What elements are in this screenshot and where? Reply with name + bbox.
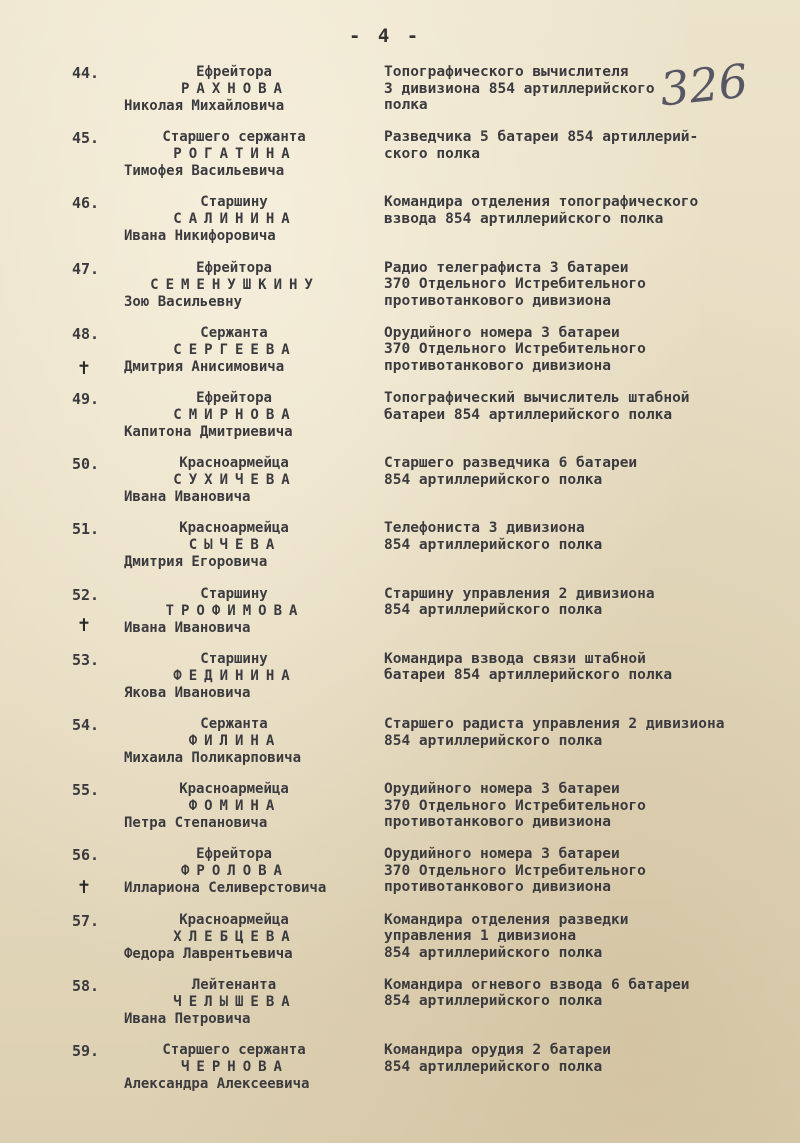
entry-position [384, 260, 646, 310]
entry-rank: Ефрейтора [196, 259, 272, 276]
archive-stamp-number: 326 [657, 53, 751, 117]
entry-given-names: Иллариона Селиверстовича [124, 880, 327, 897]
entry-position [384, 846, 646, 896]
entry-position [384, 781, 646, 831]
entry-given-names: Ивана Петровича [124, 1010, 251, 1027]
entry-surname: ФЕДИНИНА [173, 667, 297, 684]
entry-given-names: Ивана Ивановича [124, 489, 251, 506]
entry-number: 52. [72, 585, 100, 604]
entry-surname: ФРОЛОВА [180, 863, 289, 880]
entry-position-line: Старшину управления 2 дивизиона [384, 585, 655, 602]
entry-given-names: Зою Васильевну [124, 293, 243, 310]
entry-position-line: 370 Отдельного Истребительного [384, 341, 646, 358]
entry-given-names: Капитона Дмитриевича [124, 424, 293, 440]
award-entry [0, 844, 800, 910]
entry-rank: Сержанта [200, 716, 268, 732]
entry-rank: Старшину [200, 194, 268, 211]
entry-number: 45. [72, 129, 100, 148]
entry-position [384, 520, 602, 553]
award-entry [0, 649, 800, 715]
entry-surname: ФИЛИНА [188, 733, 282, 749]
entry-rank: Красноармейца [179, 911, 289, 928]
entry-rank: Красноармейца [179, 455, 289, 472]
entry-rank: Старшину [200, 650, 268, 667]
entry-number: 50. [72, 455, 100, 474]
entry-number: 59. [72, 1042, 100, 1060]
entry-position-line: противотанкового дивизиона [384, 879, 611, 896]
award-entry [0, 192, 800, 258]
entry-position-line: 854 артиллерийского полка [384, 944, 603, 961]
entry-number: 48. [72, 324, 100, 343]
entry-number: 49. [72, 390, 100, 408]
entry-number: 57. [72, 911, 100, 930]
entry-number: 55. [72, 781, 100, 800]
entry-position-line: Телефониста 3 дивизиона [384, 520, 585, 537]
entry-position-line: 854 артиллерийского полка [384, 536, 603, 553]
entry-position-line: противотанкового дивизиона [384, 814, 611, 831]
entry-position-line: противотанкового дивизиона [384, 292, 611, 309]
entry-position-line: 854 артиллерийского полка [384, 1058, 603, 1075]
entry-position-line: Командира взвода связи штабной [384, 650, 646, 667]
entry-position-line: Командира отделения топографического [384, 194, 699, 211]
entry-number: 44. [72, 64, 100, 82]
entry-position-line: батареи 854 артиллерийского полка [384, 667, 673, 684]
entry-position-line: полка [384, 97, 428, 113]
entry-position-line: 854 артиллерийского полка [384, 732, 603, 749]
entry-rank: Ефрейтора [196, 846, 272, 863]
entry-number: 51. [72, 520, 100, 539]
entry-given-names: Дмитрия Анисимовича [124, 358, 285, 375]
entry-position-line: Орудийного номера 3 батареи [384, 781, 620, 798]
entry-position [384, 977, 690, 1010]
entry-position-line: 854 артиллерийского полка [384, 602, 603, 619]
award-entry [0, 127, 800, 193]
entry-number: 56. [72, 846, 100, 865]
entry-surname: СЕРГЕЕВА [173, 341, 297, 358]
entry-number: 58. [72, 976, 100, 995]
entry-given-names: Тимофея Васильевича [124, 163, 285, 180]
entry-surname: РАХНОВА [180, 81, 289, 97]
entry-surname: СЕМЕНУШКИНУ [150, 276, 320, 293]
entry-given-names: Николая Михайловича [124, 98, 285, 114]
entry-rank: Красноармейца [179, 520, 289, 537]
entry-given-names: Федора Лаврентьевича [124, 945, 293, 962]
entry-surname: СУХИЧЕВА [173, 472, 297, 489]
entry-position-line: 370 Отдельного Истребительного [384, 862, 646, 879]
entry-rank: Красноармейца [179, 781, 289, 798]
entry-position-line: ского полка [384, 145, 481, 162]
entry-position-line: Старшего радиста управления 2 дивизиона [384, 716, 725, 732]
entry-position-line: Командира орудия 2 батареи [384, 1042, 611, 1058]
entry-rank: Сержанта [200, 324, 268, 341]
entry-position-line: Старшего разведчика 6 батареи [384, 455, 638, 472]
award-entry [0, 714, 800, 780]
entry-given-names: Дмитрия Егоровича [124, 554, 268, 571]
entry-rank: Старшего сержанта [162, 1042, 306, 1058]
entry-surname: САЛИНИНА [173, 211, 297, 228]
award-entry [0, 910, 800, 976]
entry-position [384, 912, 628, 962]
entry-position-line: 854 артиллерийского полка [384, 993, 603, 1010]
cross-mark-icon: ✝ [78, 612, 91, 636]
page-number: - 4 - [349, 25, 422, 47]
entry-position [384, 129, 698, 162]
entry-position-line: Топографического вычислителя [384, 64, 629, 80]
entry-surname: ХЛЕБЦЕВА [173, 928, 297, 945]
entry-position [384, 455, 637, 488]
entry-given-names: Ивана Никифоровича [124, 228, 276, 245]
entry-position-line: управления 1 дивизиона [384, 928, 577, 945]
entry-position-line: Радио телеграфиста 3 батареи [384, 259, 629, 276]
entry-rank: Лейтенанта [191, 976, 277, 993]
entry-number: 46. [72, 194, 100, 213]
award-entry [0, 453, 800, 519]
entry-position-line: 3 дивизиона 854 артиллерийского [384, 80, 655, 97]
entry-number: 47. [72, 259, 100, 278]
entry-rank: Ефрейтора [196, 64, 272, 80]
entry-surname: ФОМИНА [188, 798, 282, 815]
entry-surname: СМИРНОВА [173, 407, 297, 423]
entry-position [384, 194, 698, 227]
entry-surname: ТРОФИМОВА [165, 602, 305, 619]
award-entry [0, 258, 800, 324]
entry-position-line: Топографический вычислитель штабной [384, 390, 690, 406]
entry-surname: ЧЕЛЫШЕВА [173, 993, 297, 1010]
entry-position-line: Командира отделения разведки [384, 911, 629, 928]
entry-rank: Старшего сержанта [162, 129, 306, 146]
entry-surname: ЧЕРНОВА [180, 1059, 289, 1075]
award-entry [0, 62, 800, 128]
award-entry [0, 1040, 800, 1106]
entry-surname: РОГАТИНА [173, 146, 297, 163]
entry-position-line: 370 Отдельного Истребительного [384, 276, 646, 293]
entry-position-line: противотанкового дивизиона [384, 357, 611, 374]
award-entry [0, 323, 800, 389]
entry-position-line: Разведчика 5 батареи 854 артиллерий- [384, 129, 699, 146]
entry-rank: Старшину [200, 585, 268, 602]
entry-position-line: батареи 854 артиллерийского полка [384, 406, 673, 423]
award-entry [0, 975, 800, 1041]
entry-surname: СЫЧЕВА [188, 537, 282, 554]
entry-given-names: Михаила Поликарповича [124, 750, 302, 766]
entry-position [384, 586, 655, 619]
entry-position [384, 64, 655, 114]
entry-given-names: Ивана Ивановича [124, 619, 251, 636]
entry-position [384, 651, 672, 684]
entry-position-line: Орудийного номера 3 батареи [384, 846, 620, 863]
award-entry [0, 584, 800, 650]
entry-position [384, 325, 646, 375]
entry-position-line: взвода 854 артиллерийского полка [384, 210, 664, 227]
entry-number: 53. [72, 650, 100, 669]
entry-position-line: Командира огневого взвода 6 батареи [384, 976, 690, 993]
entry-given-names: Якова Ивановича [124, 684, 251, 701]
award-entry [0, 779, 800, 845]
entry-position-line: 370 Отдельного Истребительного [384, 797, 646, 814]
cross-mark-icon: ✝ [78, 874, 91, 898]
award-entry [0, 388, 800, 454]
award-entry [0, 518, 800, 584]
entry-given-names: Петра Степановича [124, 815, 268, 832]
cross-mark-icon: ✝ [78, 355, 91, 379]
entry-number: 54. [72, 716, 100, 734]
entry-rank: Ефрейтора [196, 390, 272, 406]
entry-position [384, 1042, 611, 1075]
entry-position-line: Орудийного номера 3 батареи [384, 324, 620, 341]
entry-given-names: Александра Алексеевича [124, 1076, 310, 1092]
entry-position [384, 390, 690, 423]
entry-position-line: 854 артиллерийского полка [384, 471, 603, 488]
entry-position [384, 716, 724, 749]
